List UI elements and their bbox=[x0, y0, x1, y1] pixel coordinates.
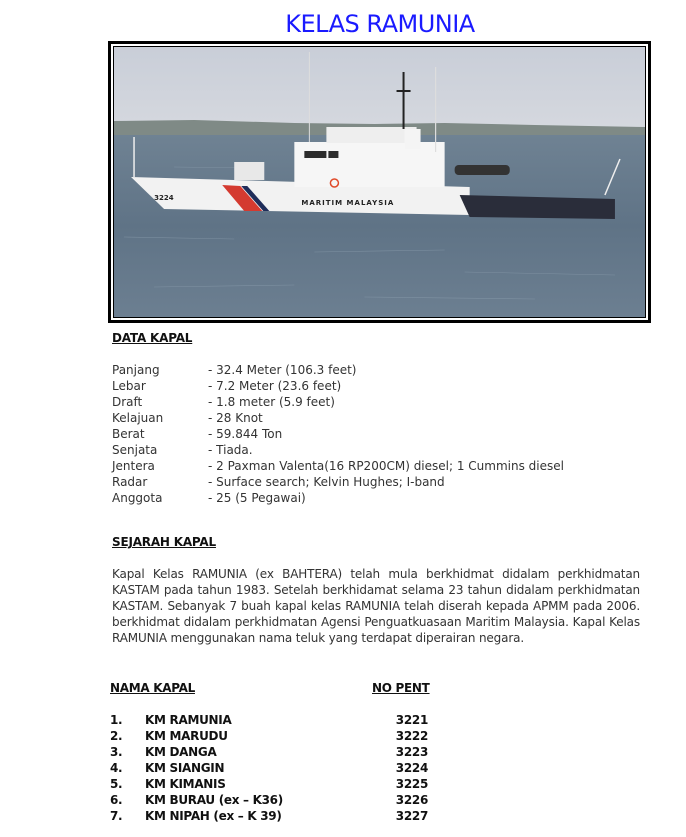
ship-number: 5. bbox=[110, 777, 123, 791]
ship-name: KM NIPAH (ex – K 39) bbox=[145, 809, 282, 823]
spec-value: - 28 Knot bbox=[208, 411, 263, 425]
pennant-column-header: NO PENT bbox=[372, 681, 430, 695]
ship-name: KM RAMUNIA bbox=[145, 713, 232, 727]
page-title: KELAS RAMUNIA bbox=[285, 10, 475, 38]
spec-label: Draft bbox=[112, 395, 143, 409]
sejarah-kapal-heading: SEJARAH KAPAL bbox=[112, 535, 216, 549]
spec-value: - Tiada. bbox=[208, 443, 253, 457]
spec-value: - 2 Paxman Valenta(16 RP200CM) diesel; 1 Cummins diesel bbox=[208, 459, 564, 473]
spec-value: - Surface search; Kelvin Hughes; I-band bbox=[208, 475, 445, 489]
spec-label: Anggota bbox=[112, 491, 163, 505]
ship-pennant: 3224 bbox=[395, 761, 428, 775]
spec-label: Jentera bbox=[112, 459, 155, 473]
ship-pennant: 3221 bbox=[395, 713, 428, 727]
spec-value: - 1.8 meter (5.9 feet) bbox=[208, 395, 335, 409]
list-item bbox=[110, 792, 428, 808]
ship-name: KM BURAU (ex – K36) bbox=[145, 793, 283, 807]
ship-photo bbox=[114, 47, 645, 317]
ship-name: KM KIMANIS bbox=[145, 777, 226, 791]
svg-text:MARITIM MALAYSIA: MARITIM MALAYSIA bbox=[301, 199, 395, 207]
ship-pennant: 3223 bbox=[395, 745, 428, 759]
data-kapal-heading: DATA KAPAL bbox=[112, 331, 193, 345]
list-item bbox=[110, 712, 428, 728]
spec-label: Kelajuan bbox=[112, 411, 164, 425]
ship-name: KM DANGA bbox=[145, 745, 217, 759]
ship-number: 4. bbox=[110, 761, 123, 775]
ship-pennant: 3225 bbox=[395, 777, 428, 791]
list-item bbox=[110, 744, 428, 760]
ship-name: KM SIANGIN bbox=[145, 761, 225, 775]
ship-pennant: 3226 bbox=[395, 793, 428, 807]
spec-label: Panjang bbox=[112, 363, 160, 377]
ship-name-column-header: NAMA KAPAL bbox=[110, 681, 195, 695]
spec-value: - 32.4 Meter (106.3 feet) bbox=[208, 363, 357, 377]
list-item bbox=[110, 808, 428, 824]
ship-number: 2. bbox=[110, 729, 123, 743]
ship-number: 6. bbox=[110, 793, 123, 807]
list-item bbox=[110, 760, 428, 776]
ship-number: 1. bbox=[110, 713, 123, 727]
ship-number: 3. bbox=[110, 745, 123, 759]
spec-value: - 59.844 Ton bbox=[208, 427, 283, 441]
ship-photo-frame bbox=[108, 41, 651, 323]
ship-pennant: 3222 bbox=[395, 729, 428, 743]
ship-name: KM MARUDU bbox=[145, 729, 228, 743]
ship-number: 7. bbox=[110, 809, 123, 823]
ship-pennant: 3227 bbox=[395, 809, 428, 823]
spec-value: - 7.2 Meter (23.6 feet) bbox=[208, 379, 342, 393]
list-item bbox=[110, 728, 428, 744]
list-item bbox=[110, 776, 428, 792]
spec-label: Radar bbox=[112, 475, 148, 489]
history-paragraph: Kapal Kelas RAMUNIA (ex BAHTERA) telah mula berkhidmat didalam perkhidmatan KASTAM pada tahun 1983. Setelah berkhidamat selama 23 tahun didalam perkhidmatan KASTAM. Sebanyak 7 buah kapal kelas RAMUNIA telah diserah kepada APMM pada 2006. berkhidmat didalam perkhidmatan Agensi Penguatkuasaan Maritim Malaysia. Kapal Kelas RAMUNIA menggunakan nama teluk yang terdapat diperairan negara. bbox=[112, 567, 640, 645]
spec-value: - 25 (5 Pegawai) bbox=[208, 491, 306, 505]
svg-text:3224: 3224 bbox=[154, 194, 174, 202]
spec-label: Senjata bbox=[112, 443, 158, 457]
ship-list bbox=[110, 712, 428, 824]
spec-label: Lebar bbox=[112, 379, 146, 393]
spec-label: Berat bbox=[112, 427, 145, 441]
